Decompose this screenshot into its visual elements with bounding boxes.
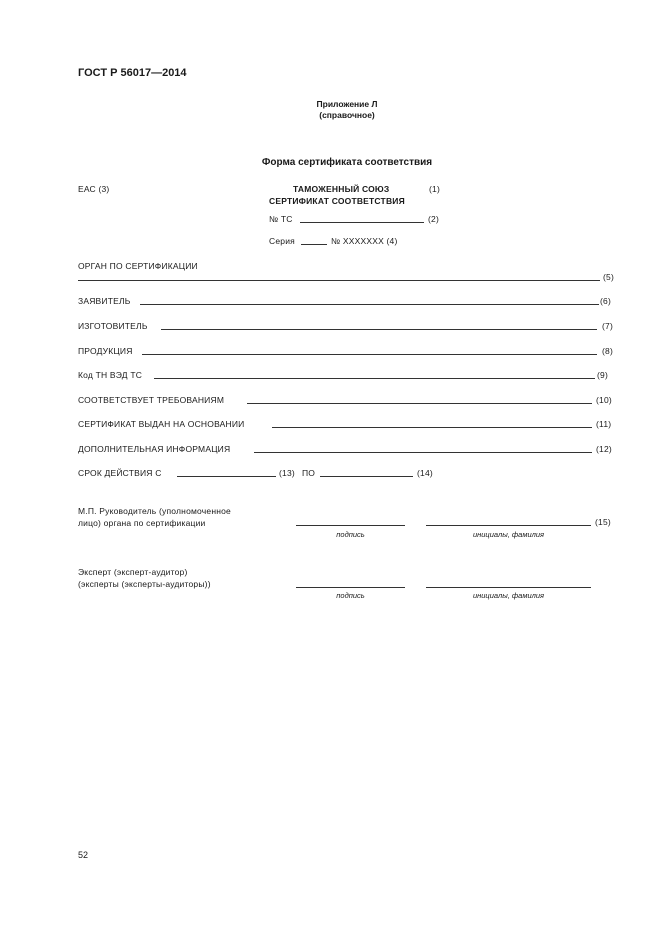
additional-info-ref: (12)	[596, 444, 612, 454]
expert-name-caption: инициалы, фамилия	[472, 591, 545, 600]
code-line	[154, 378, 595, 379]
manufacturer-label: ИЗГОТОВИТЕЛЬ	[78, 321, 148, 331]
series-number: № XXXXXXX (4)	[331, 236, 398, 246]
head-signatory-line1: М.П. Руководитель (уполномоченное	[78, 506, 231, 516]
basis-line	[272, 427, 592, 428]
head-signature-line	[296, 525, 405, 526]
validity-from-line	[177, 476, 276, 477]
organ-ref: (5)	[603, 272, 614, 282]
code-ref: (9)	[597, 370, 608, 380]
customs-union-title: ТАМОЖЕННЫЙ СОЮЗ	[293, 184, 390, 194]
eac-mark: ЕАС (3)	[78, 184, 110, 194]
manufacturer-ref: (7)	[602, 321, 613, 331]
certificate-title: СЕРТИФИКАТ СООТВЕТСТВИЯ	[269, 196, 405, 206]
organ-label: ОРГАН ПО СЕРТИФИКАЦИИ	[78, 261, 198, 271]
requirements-ref: (10)	[596, 395, 612, 405]
page-number: 52	[78, 850, 89, 860]
applicant-ref: (6)	[600, 296, 611, 306]
head-signatory-line2: лицо) органа по сертификации	[78, 518, 206, 528]
organ-line	[78, 280, 600, 281]
head-signature-caption: подпись	[336, 530, 365, 539]
additional-info-line	[254, 452, 592, 453]
basis-label: СЕРТИФИКАТ ВЫДАН НА ОСНОВАНИИ	[78, 419, 245, 429]
validity-from-ref: (13)	[279, 468, 295, 478]
validity-from-label: СРОК ДЕЙСТВИЯ С	[78, 468, 162, 478]
series-label: Серия	[269, 236, 295, 246]
expert-signature-line	[296, 587, 405, 588]
head-name-caption: инициалы, фамилия	[472, 530, 545, 539]
head-signatory-label	[78, 505, 231, 529]
expert-signatory-line1: Эксперт (эксперт-аудитор)	[78, 567, 188, 577]
expert-name-line	[426, 587, 591, 588]
applicant-label: ЗАЯВИТЕЛЬ	[78, 296, 131, 306]
product-label: ПРОДУКЦИЯ	[78, 346, 133, 356]
series-line	[301, 244, 327, 245]
appendix-note: (справочное)	[319, 110, 375, 120]
product-ref: (8)	[602, 346, 613, 356]
certificate-number-label: № ТС	[269, 214, 293, 224]
product-line	[142, 354, 597, 355]
head-name-line	[426, 525, 591, 526]
head-signature-ref: (15)	[595, 517, 611, 527]
expert-signatory-line2: (эксперты (эксперты-аудиторы))	[78, 579, 211, 589]
appendix-title: Приложение Л	[316, 99, 378, 109]
expert-signatory-label	[78, 566, 211, 590]
validity-to-label: ПО	[302, 468, 316, 478]
certificate-number-ref: (2)	[428, 214, 439, 224]
form-title: Форма сертификата соответствия	[261, 157, 433, 168]
customs-union-ref: (1)	[429, 184, 440, 194]
validity-to-line	[320, 476, 413, 477]
additional-info-label: ДОПОЛНИТЕЛЬНАЯ ИНФОРМАЦИЯ	[78, 444, 231, 454]
requirements-line	[247, 403, 592, 404]
basis-ref: (11)	[596, 419, 612, 429]
appendix-heading	[0, 99, 661, 121]
standard-code: ГОСТ Р 56017—2014	[78, 67, 187, 79]
certificate-number-line	[300, 222, 424, 223]
code-label: Код ТН ВЭД ТС	[78, 370, 143, 380]
validity-to-ref: (14)	[417, 468, 433, 478]
applicant-line	[140, 304, 599, 305]
expert-signature-caption: подпись	[336, 591, 365, 600]
manufacturer-line	[161, 329, 597, 330]
requirements-label: СООТВЕТСТВУЕТ ТРЕБОВАНИЯМ	[78, 395, 225, 405]
